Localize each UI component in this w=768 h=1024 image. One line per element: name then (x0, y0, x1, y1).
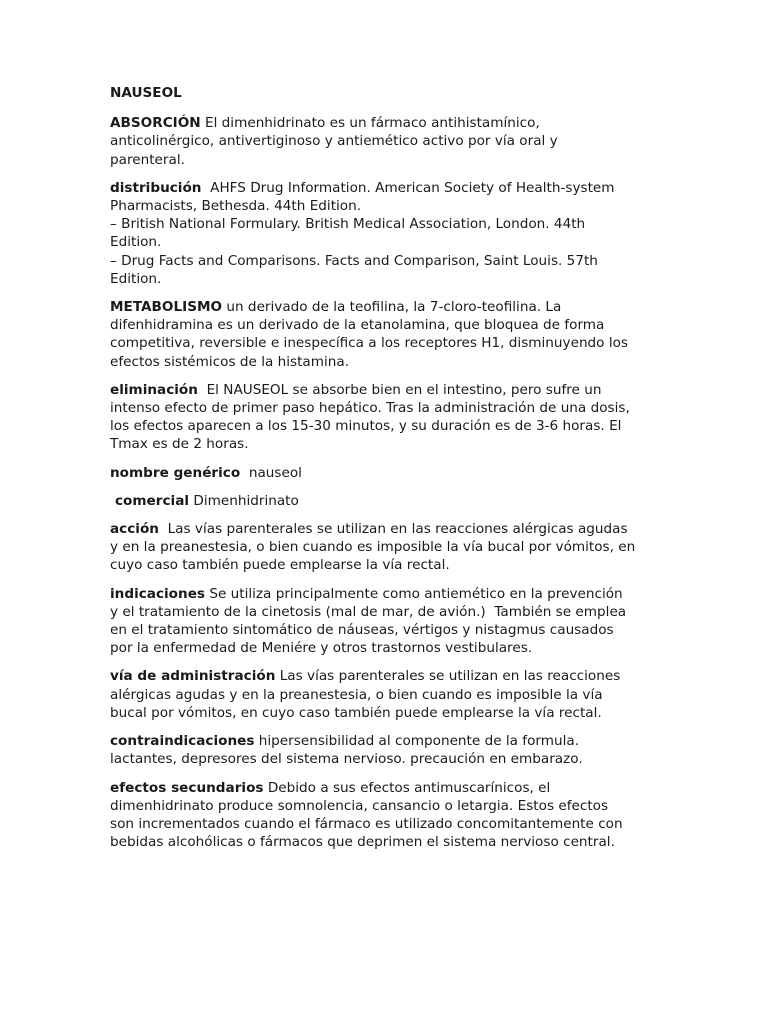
section-text: Las vías parenterales se utilizan en las reacciones alérgicas agudas (158, 521, 628, 538)
section-text: El dimenhidrinato es un fármaco antihistamínico, (200, 115, 540, 132)
section-text: – Drug Facts and Comparisons. Facts and Comparison, Saint Louis. 57th (110, 252, 598, 269)
section-text: competitiva, reversible e inespecífica a los receptores H1, disminuyendo los (110, 335, 628, 352)
section-paragraph (110, 179, 670, 288)
section-text: anticolinérgico, antivertiginoso y antiemético activo por vía oral y (110, 133, 558, 150)
paragraph-line (110, 215, 670, 233)
section-text: intenso efecto de primer paso hepático. Tras la administración de una dosis, (110, 400, 630, 417)
paragraph-line (110, 353, 670, 371)
paragraph-line (110, 538, 670, 556)
section-term: indicaciones (110, 585, 206, 602)
section-text: El NAUSEOL se absorbe bien en el intestino, pero sufre un (197, 381, 602, 398)
section-paragraph (110, 779, 670, 852)
paragraph-line (110, 179, 670, 197)
paragraph-line (110, 417, 670, 435)
section-paragraph (110, 667, 670, 722)
section-text: Debido a sus efectos antimuscarínicos, el (263, 779, 551, 796)
paragraph-line (110, 316, 670, 334)
section-text: Se utiliza principalmente como antiemético en la prevención (205, 585, 623, 602)
section-text: parenteral. (110, 151, 185, 168)
paragraph-line (110, 585, 670, 603)
section-text: Dimenhidrinato (189, 492, 299, 509)
section-text: en el tratamiento sintomático de náuseas, vértigos y nistagmus causados (110, 622, 614, 639)
paragraph-line (110, 667, 670, 685)
paragraph-line (110, 114, 670, 132)
paragraph-line (110, 298, 670, 316)
section-text: lactantes, depresores del sistema nervioso. precaución en embarazo. (110, 751, 583, 768)
paragraph-line (110, 686, 670, 704)
section-text: son incrementados cuando el fármaco es utilizado concomitantemente con (110, 815, 623, 832)
paragraph-line (110, 750, 670, 768)
paragraph-line (110, 435, 670, 453)
section-text: Edition. (110, 234, 162, 251)
paragraph-line (110, 151, 670, 169)
section-text: nauseol (240, 464, 302, 481)
paragraph-line (110, 464, 670, 482)
section-term: ABSORCIÓN (110, 115, 201, 132)
section-term: METABOLISMO (110, 299, 223, 316)
section-paragraph (110, 114, 670, 169)
section-text: los efectos aparecen a los 15-30 minutos, y su duración es de 3-6 horas. El (110, 418, 622, 435)
paragraph-line (110, 815, 670, 833)
document-page (110, 84, 670, 861)
paragraph-line (110, 381, 670, 399)
paragraph-line (110, 732, 670, 750)
section-text: Las vías parenterales se utilizan en las reacciones (275, 668, 621, 685)
section-text: difenhidramina es un derivado de la etanolamina, que bloquea de forma (110, 317, 605, 334)
section-text: y en la preanestesia, o bien cuando es imposible la vía bucal por vómitos, en (110, 539, 636, 556)
section-text: Edition. (110, 270, 162, 287)
section-text: alérgicas agudas y en la preanestesia, o bien cuando es imposible la vía (110, 686, 603, 703)
paragraph-line (110, 334, 670, 352)
paragraph-line (110, 833, 670, 851)
section-term: contraindicaciones (110, 733, 255, 750)
section-text: hipersensibilidad al componente de la formula. (254, 733, 580, 750)
section-paragraph (110, 298, 670, 371)
paragraph-line (110, 520, 670, 538)
section-term: vía de administración (110, 668, 276, 685)
section-text: Tmax es de 2 horas. (110, 436, 249, 453)
paragraph-line (110, 639, 670, 657)
section-paragraph (110, 381, 670, 454)
section-text: cuyo caso también puede emplearse la vía rectal. (110, 557, 450, 574)
paragraph-line (110, 270, 670, 288)
section-term: nombre genérico (110, 464, 241, 481)
paragraph-line (110, 797, 670, 815)
section-term: efectos secundarios (110, 779, 264, 796)
paragraph-line (110, 704, 670, 722)
paragraph-line (110, 233, 670, 251)
section-text: – British National Formulary. British Medical Association, London. 44th (110, 216, 586, 233)
section-term: eliminación (110, 381, 198, 398)
paragraph-line (115, 492, 670, 510)
section-text: efectos sistémicos de la histamina. (110, 353, 350, 370)
paragraph-line (110, 197, 670, 215)
section-term: distribución (110, 179, 202, 196)
paragraph-line (110, 132, 670, 150)
paragraph-line (110, 399, 670, 417)
paragraph-line (110, 621, 670, 639)
section-text: por la enfermedad de Meniére y otros trastornos vestibulares. (110, 640, 533, 657)
paragraph-line (110, 603, 670, 621)
section-text: bucal por vómitos, en cuyo caso también puede emplearse la vía rectal. (110, 704, 602, 721)
paragraph-line (110, 556, 670, 574)
section-text: dimenhidrinato produce somnolencia, cansancio o letargia. Estos efectos (110, 797, 609, 814)
section-paragraph (110, 732, 670, 768)
section-text: Pharmacists, Bethesda. 44th Edition. (110, 198, 362, 215)
paragraph-line (110, 779, 670, 797)
section-text: AHFS Drug Information. American Society of Health-system (201, 179, 615, 196)
section-text: bebidas alcohólicas o fármacos que deprimen el sistema nervioso central. (110, 834, 615, 851)
section-term: comercial (115, 492, 190, 509)
section-text: un derivado de la teofilina, la 7-cloro-teofilina. La (222, 299, 562, 316)
section-term: acción (110, 521, 159, 538)
section-paragraph (110, 492, 670, 510)
document-sections (110, 114, 670, 851)
section-text: y el tratamiento de la cinetosis (mal de mar, de avión.) También se emplea (110, 603, 627, 620)
section-paragraph (110, 585, 670, 658)
section-paragraph (110, 464, 670, 482)
section-paragraph (110, 520, 670, 575)
document-title: NAUSEOL (110, 85, 182, 101)
paragraph-line (110, 252, 670, 270)
